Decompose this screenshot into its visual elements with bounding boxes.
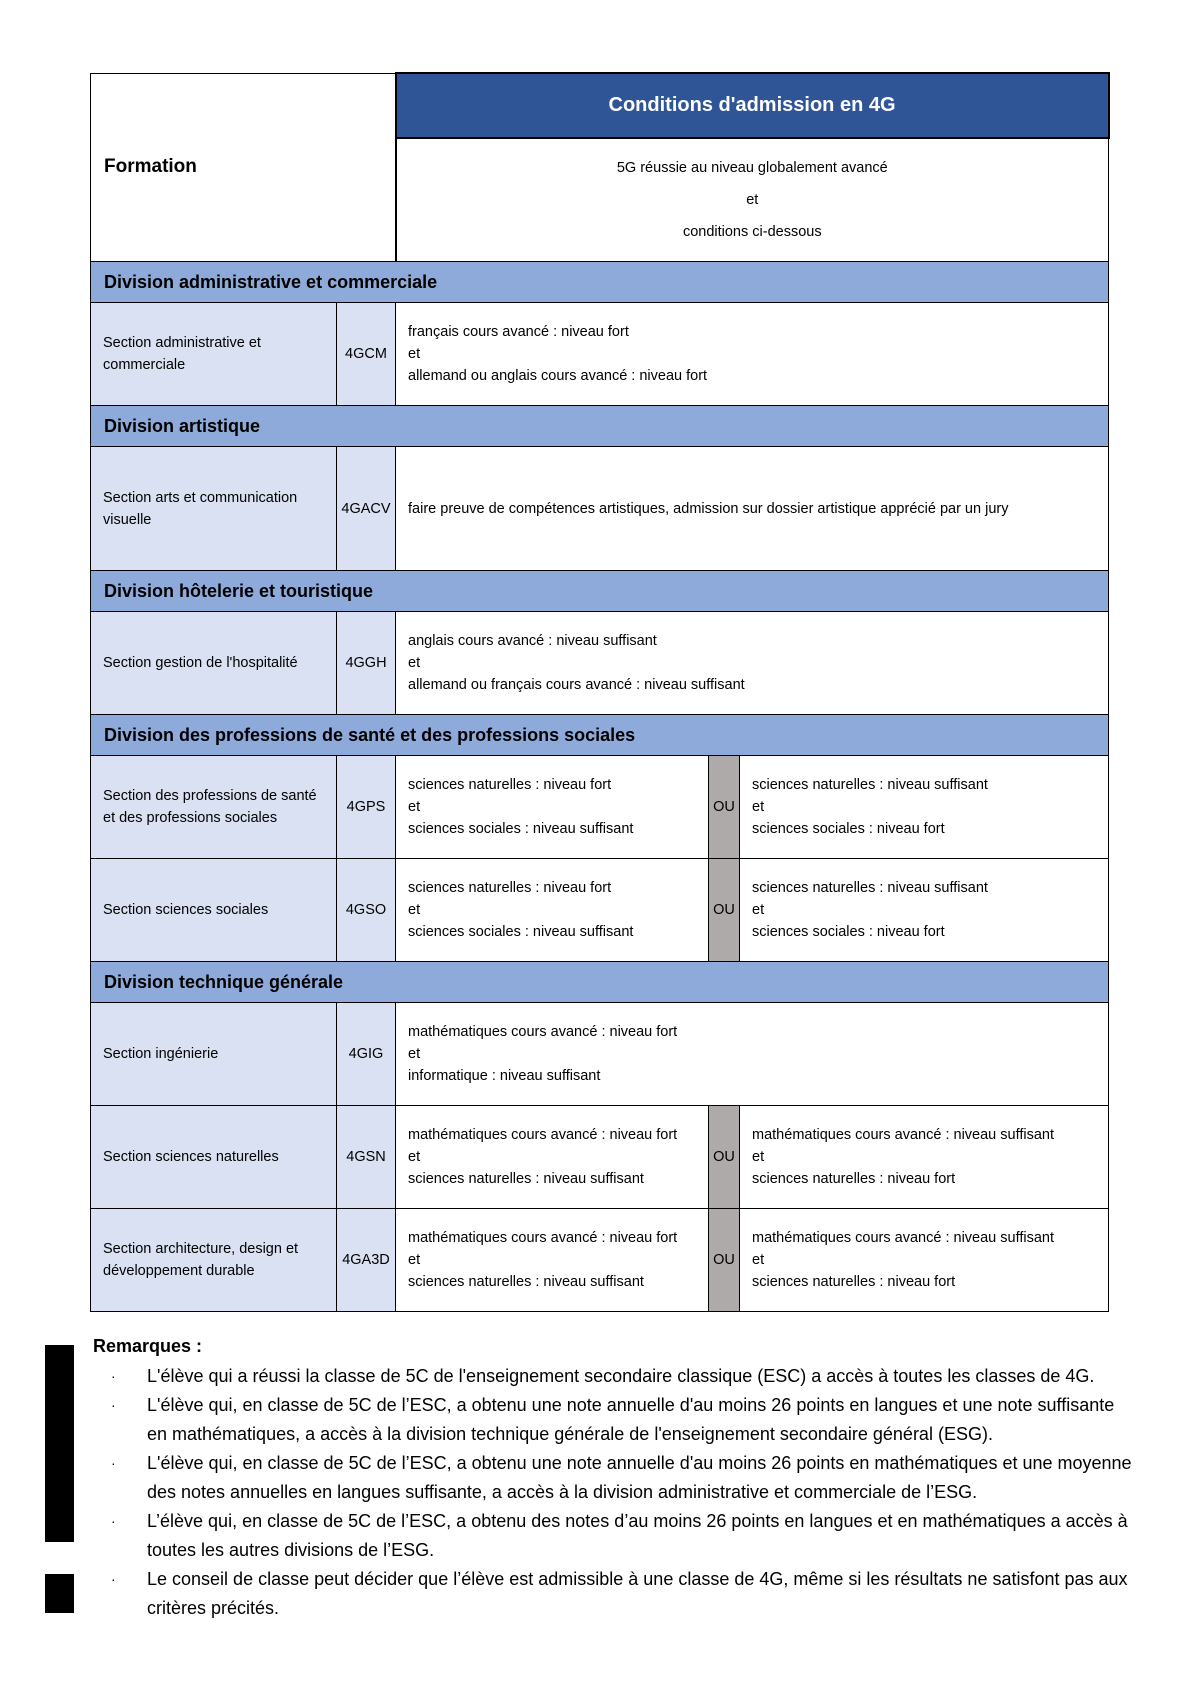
- section-name: Section ingénierie: [91, 1003, 337, 1106]
- section-name: Section sciences sociales: [91, 859, 337, 962]
- section-name: Section arts et communication visuelle: [91, 447, 337, 571]
- section-row: [91, 447, 1109, 571]
- conditions-subtitle: 5G réussie au niveau globalement avancé et conditions ci-dessous: [396, 138, 1109, 262]
- section-criteria-alt: sciences naturelles : niveau suffisant et sciences sociales : niveau fort: [740, 756, 1109, 859]
- section-code: 4GGH: [337, 612, 396, 715]
- section-row: [91, 756, 1109, 859]
- or-separator: OU: [709, 1106, 740, 1209]
- section-criteria-alt: mathématiques cours avancé : niveau suffisant et sciences naturelles : niveau fort: [740, 1209, 1109, 1312]
- section-criteria: mathématiques cours avancé : niveau fort et informatique : niveau suffisant: [396, 1003, 1109, 1106]
- section-code: 4GA3D: [337, 1209, 396, 1312]
- margin-marker: [45, 1574, 74, 1613]
- section-name: Section des professions de santé et des professions sociales: [91, 756, 337, 859]
- formation-header: Formation: [91, 73, 396, 262]
- section-row: [91, 1106, 1109, 1209]
- section-code: 4GPS: [337, 756, 396, 859]
- division-header: Division hôtelerie et touristique: [91, 571, 1109, 612]
- section-code: 4GIG: [337, 1003, 396, 1106]
- section-code: 4GCM: [337, 303, 396, 406]
- admission-table: [90, 72, 1110, 1312]
- section-row: [91, 859, 1109, 962]
- margin-marker: [45, 1345, 74, 1542]
- section-criteria: sciences naturelles : niveau fort et sciences sociales : niveau suffisant: [396, 859, 709, 962]
- bullet-icon: ·: [111, 1513, 116, 1529]
- bullet-icon: ·: [111, 1455, 116, 1471]
- remark-item: · L'élève qui a réussi la classe de 5C de l'enseignement secondaire classique (ESC) a accès à toutes les classes de 4G.: [93, 1362, 1133, 1391]
- section-criteria: faire preuve de compétences artistiques, admission sur dossier artistique apprécié par un jury: [396, 447, 1109, 571]
- or-separator: OU: [709, 756, 740, 859]
- remark-item: · L'élève qui, en classe de 5C de l’ESC, a obtenu une note annuelle d'au moins 26 points en mathématiques et une moyenne des notes annuelles en langues suffisante, a accès à la division administrative et commerciale de l’ESG.: [93, 1449, 1133, 1507]
- bullet-icon: ·: [111, 1571, 116, 1587]
- section-name: Section gestion de l'hospitalité: [91, 612, 337, 715]
- remark-item: · L’élève qui, en classe de 5C de l’ESC, a obtenu des notes d’au moins 26 points en langues et en mathématiques a accès à toutes les autres divisions de l’ESG.: [93, 1507, 1133, 1565]
- section-code: 4GACV: [337, 447, 396, 571]
- section-criteria: sciences naturelles : niveau fort et sciences sociales : niveau suffisant: [396, 756, 709, 859]
- section-criteria-alt: sciences naturelles : niveau suffisant et sciences sociales : niveau fort: [740, 859, 1109, 962]
- section-criteria: français cours avancé : niveau fort et allemand ou anglais cours avancé : niveau fort: [396, 303, 1109, 406]
- division-header: Division technique générale: [91, 962, 1109, 1003]
- remarks-title: Remarques :: [93, 1336, 203, 1356]
- section-criteria: mathématiques cours avancé : niveau fort et sciences naturelles : niveau suffisant: [396, 1209, 709, 1312]
- section-name: Section sciences naturelles: [91, 1106, 337, 1209]
- section-criteria-alt: mathématiques cours avancé : niveau suffisant et sciences naturelles : niveau fort: [740, 1106, 1109, 1209]
- section-row: [91, 1209, 1109, 1312]
- section-code: 4GSN: [337, 1106, 396, 1209]
- or-separator: OU: [709, 1209, 740, 1312]
- section-row: [91, 303, 1109, 406]
- or-separator: OU: [709, 859, 740, 962]
- section-code: 4GSO: [337, 859, 396, 962]
- section-name: Section administrative et commerciale: [91, 303, 337, 406]
- remark-item: · Le conseil de classe peut décider que l’élève est admissible à une classe de 4G, même si les résultats ne satisfont pas aux critères précités.: [93, 1565, 1133, 1623]
- conditions-title: Conditions d'admission en 4G: [396, 73, 1109, 138]
- division-header: Division des professions de santé et des professions sociales: [91, 715, 1109, 756]
- division-header: Division administrative et commerciale: [91, 262, 1109, 303]
- section-row: [91, 612, 1109, 715]
- remarks-list: [93, 1362, 1133, 1623]
- section-criteria: mathématiques cours avancé : niveau fort et sciences naturelles : niveau suffisant: [396, 1106, 709, 1209]
- bullet-icon: ·: [111, 1368, 116, 1384]
- section-criteria: anglais cours avancé : niveau suffisant et allemand ou français cours avancé : niveau suffisant: [396, 612, 1109, 715]
- section-row: [91, 1003, 1109, 1106]
- bullet-icon: ·: [111, 1397, 116, 1413]
- section-name: Section architecture, design et développement durable: [91, 1209, 337, 1312]
- division-header: Division artistique: [91, 406, 1109, 447]
- remark-item: · L'élève qui, en classe de 5C de l’ESC, a obtenu une note annuelle d'au moins 26 points en langues et une note suffisante en mathématiques, a accès à la division technique générale de l'enseignement secondaire général (ESG).: [93, 1391, 1133, 1449]
- remarks: [93, 1336, 1133, 1623]
